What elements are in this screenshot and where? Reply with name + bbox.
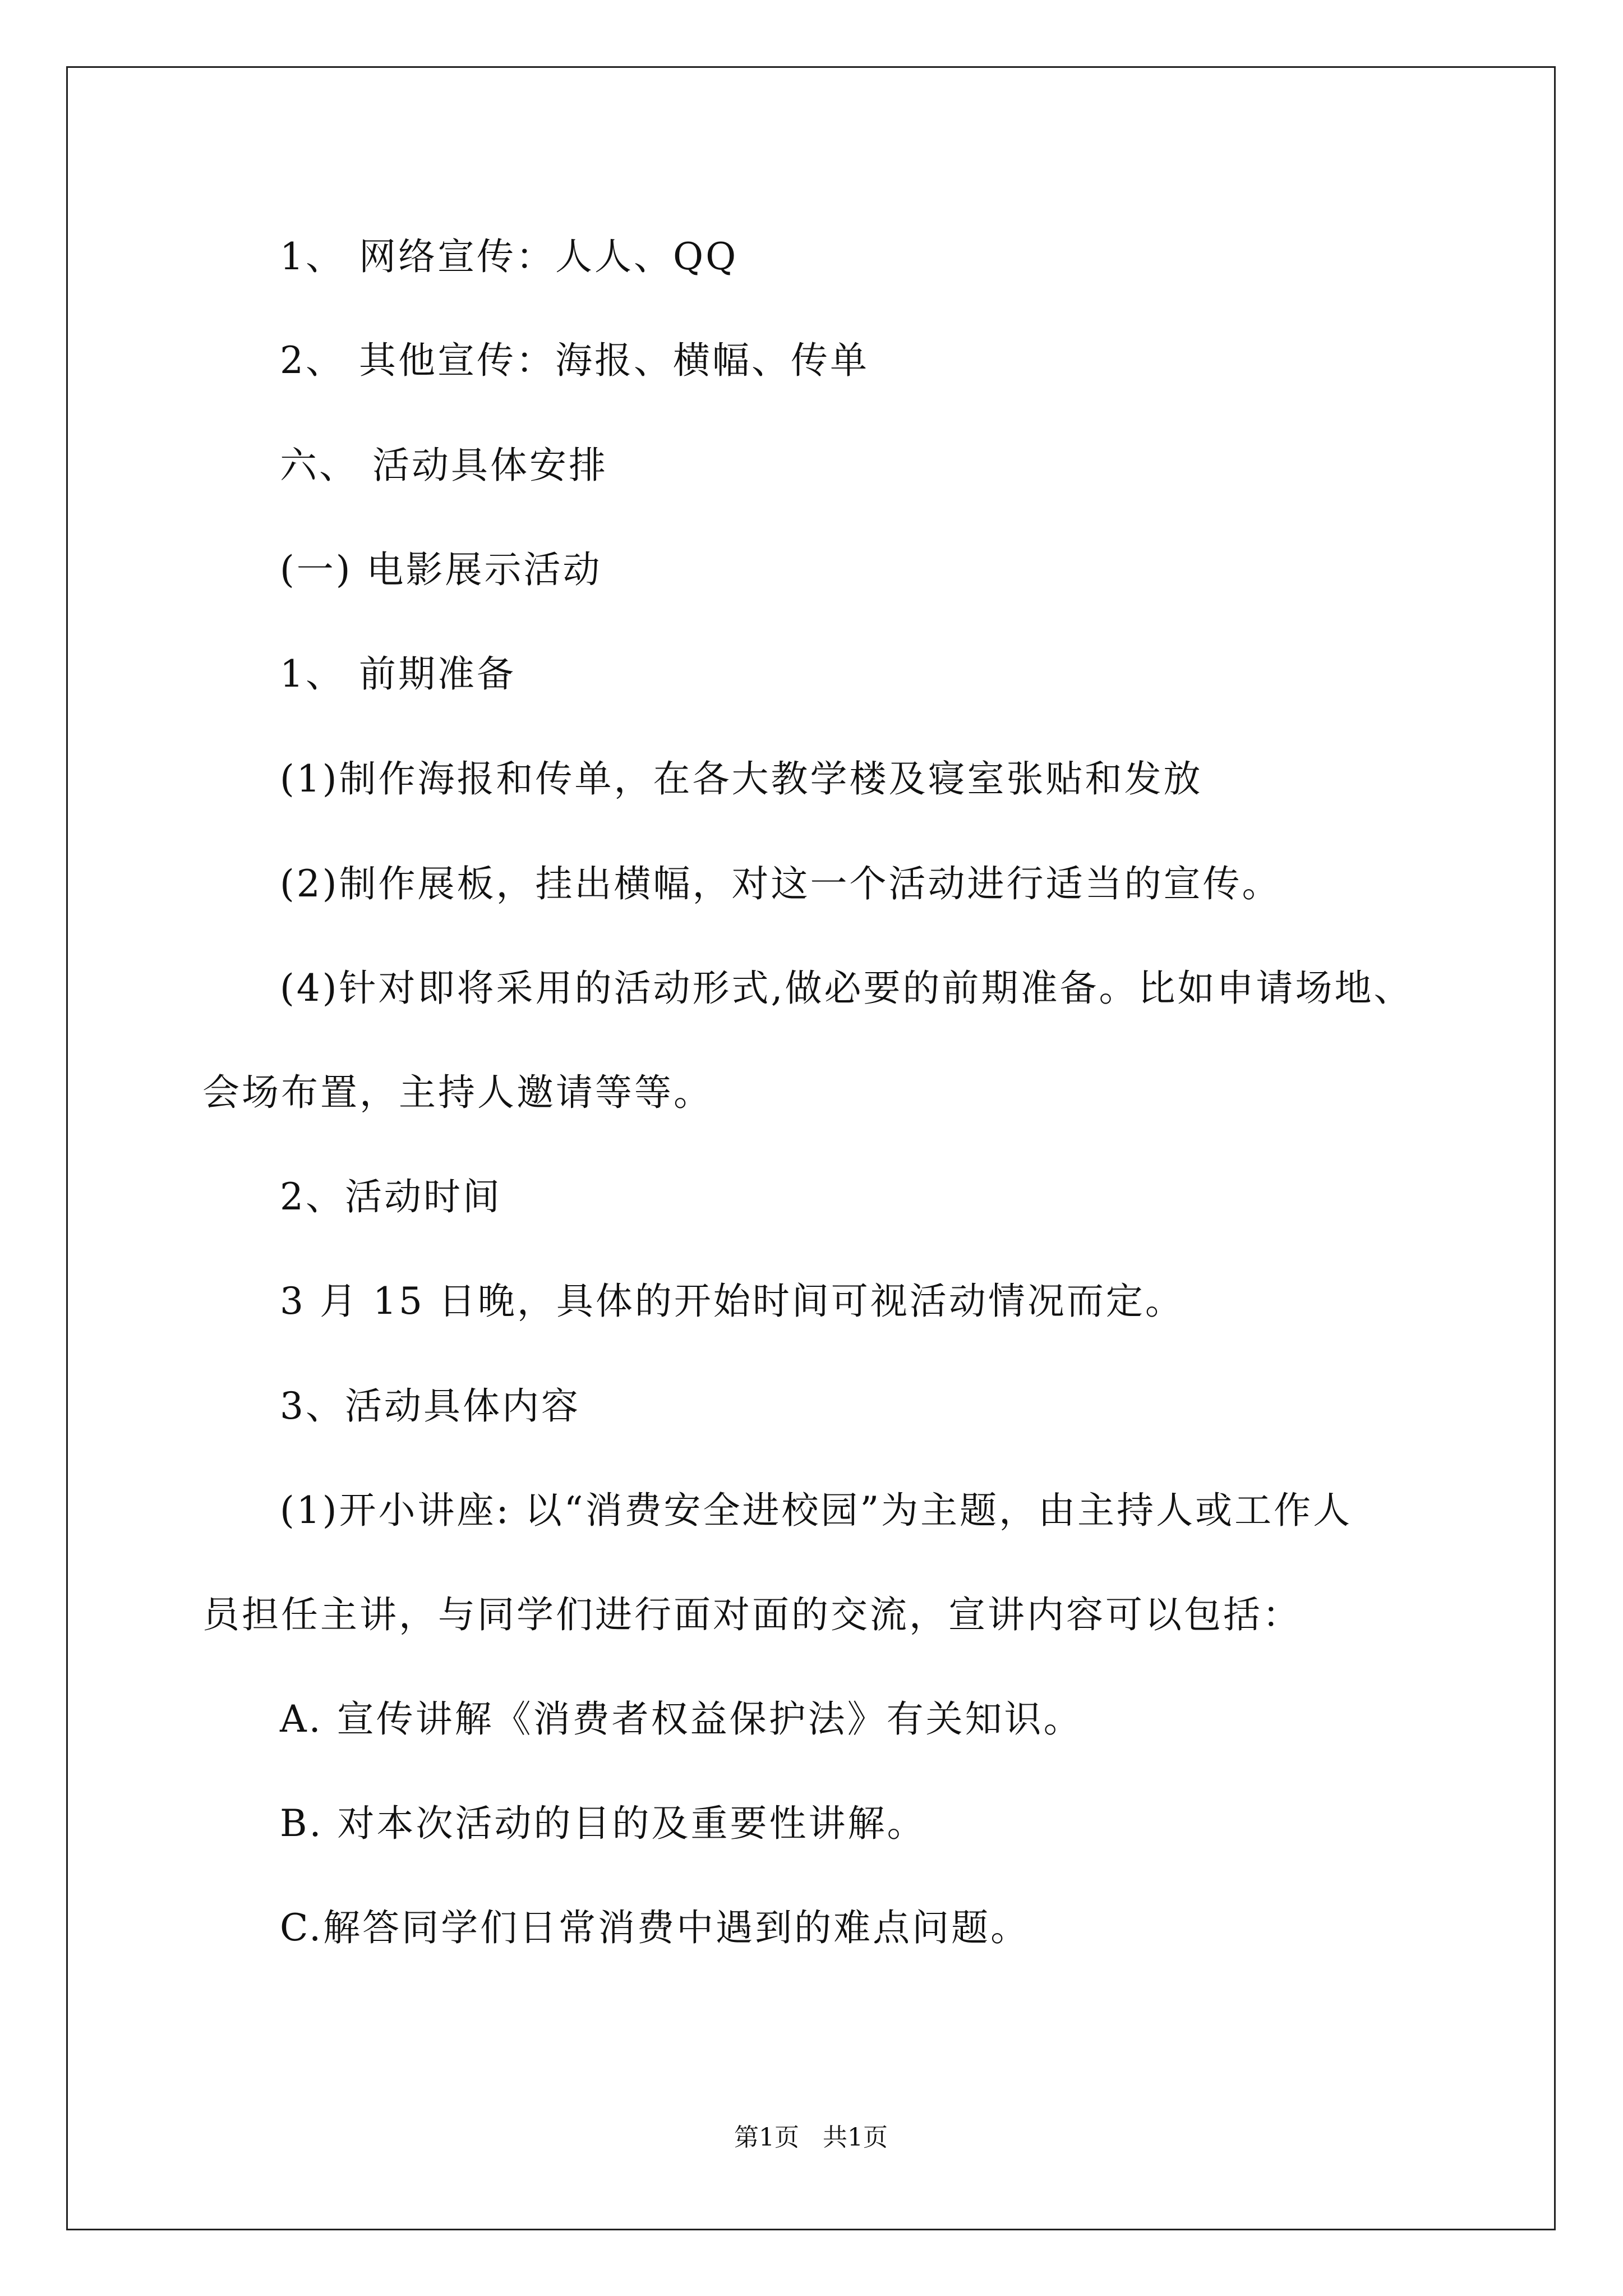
list-item: A. 宣传讲解《消费者权益保护法》有关知识。 [280, 1697, 1083, 1741]
text-line: (1)制作海报和传单，在各大教学楼及寝室张贴和发放 [280, 757, 1203, 800]
text-line: 2、活动时间 [280, 1175, 502, 1218]
text-line: 1、 网络宣传：人人、QQ [280, 235, 739, 278]
text-line: 1、 前期准备 [280, 652, 516, 696]
text-line: 2、 其他宣传：海报、横幅、传单 [280, 339, 869, 382]
text-line: (4)针对即将采用的活动形式,做必要的前期准备。比如申请场地、 [280, 967, 1413, 1010]
list-item: C.解答同学们日常消费中遇到的难点问题。 [280, 1906, 1030, 1949]
text-line: 3 月 15 日晚，具体的开始时间可视活动情况而定。 [280, 1280, 1184, 1323]
section-heading: 六、 活动具体安排 [280, 444, 608, 487]
text-line: (2)制作展板，挂出横幅，对这一个活动进行适当的宣传。 [280, 862, 1281, 905]
list-item: B. 对本次活动的目的及重要性讲解。 [280, 1802, 926, 1845]
page-frame [66, 66, 1556, 2230]
text-line: (1)开小讲座: 以“消费安全进校园”为主题，由主持人或工作人 [280, 1489, 1353, 1532]
subsection-heading: (一) 电影展示活动 [280, 548, 602, 591]
text-line: 员担任主讲，与同学们进行面对面的交流，宣讲内容可以包括： [202, 1593, 1302, 1636]
page-number-footer: 第1页 共1页 [734, 2123, 888, 2152]
text-line: 3、活动具体内容 [280, 1384, 580, 1428]
text-line: 会场布置，主持人邀请等等。 [202, 1071, 713, 1114]
document-body [68, 68, 1554, 2229]
